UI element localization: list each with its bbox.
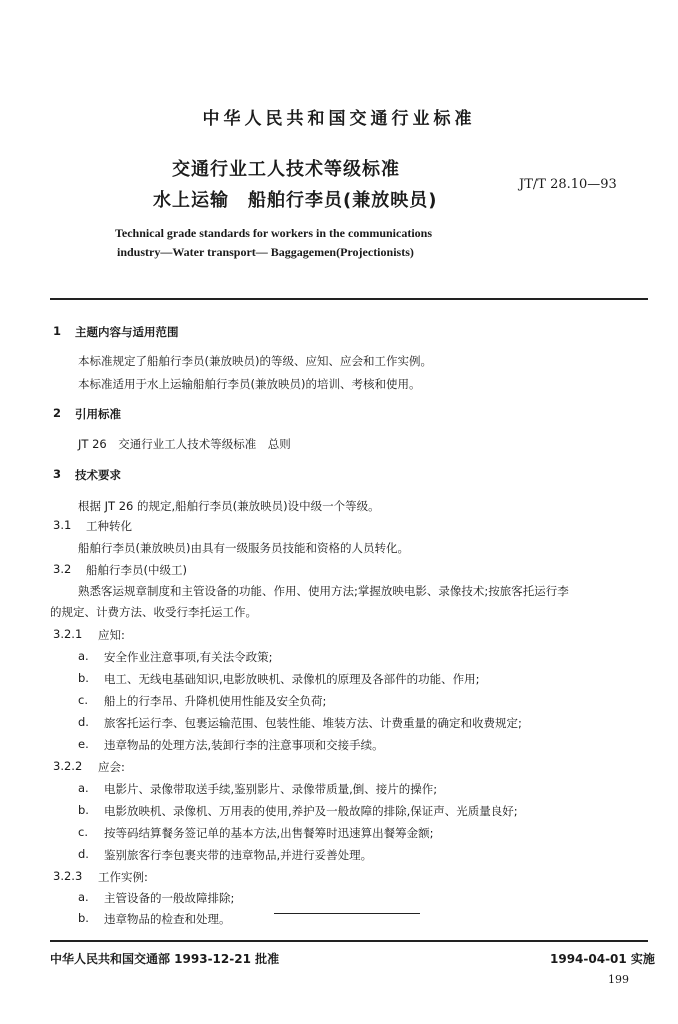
english-title-line2: industry—Water transport— Baggagemen(Projectionists) [117,245,414,259]
header-title: 中华人民共和国交通行业标准 [202,109,476,129]
section-3-1-number: 3.1 [53,518,72,532]
list-item-text: 电影片、录像带取送手续,鉴别影片、录像带质量,倒、接片的操作; [104,782,438,796]
section-3-2-2-number: 3.2.2 [53,759,83,773]
list-item-text: 电工、无线电基础知识,电影放映机、录像机的原理及各部件的功能、作用; [104,672,480,686]
standard-code: JT/T 28.10—93 [519,177,617,192]
list-item-label: a. [78,890,89,904]
section-3-2-1-title: 应知: [98,628,125,642]
section-3-2-2-title: 应会: [98,760,125,774]
list-item-text: 违章物品的处理方法,装卸行李的注意事项和交接手续。 [104,738,384,752]
list-item-label: d. [78,847,89,861]
list-item-text: 旅客托运行李、包裹运输范围、包装性能、堆装方法、计费重量的确定和收费规定; [104,716,522,730]
english-title-line1: Technical grade standards for workers in the communications [115,226,433,240]
list-item-label: c. [78,825,88,839]
list-item-label: c. [78,693,88,707]
section-3-1-paragraph: 船舶行李员(兼放映员)由具有一级服务员技能和资格的人员转化。 [78,541,409,555]
section-2-number: 2 [53,406,62,420]
list-item-label: b. [78,911,89,925]
section-3-2-paragraph-1: 熟悉客运规章制度和主管设备的功能、作用、使用方法;掌握放映电影、录像技术;按旅客托运行李 [78,584,569,598]
section-2-paragraph-1: JT 26 交通行业工人技术等级标准 总则 [78,437,291,451]
section-3-1-title: 工种转化 [86,519,132,533]
section-1-paragraph-1: 本标准规定了船舶行李员(兼放映员)的等级、应知、应会和工作实例。 [78,354,432,368]
section-3-2-1-number: 3.2.1 [53,627,83,641]
list-item-label: b. [78,671,89,685]
section-3-2-title: 船舶行李员(中级工) [86,563,187,577]
list-item-label: a. [78,781,89,795]
standard-title-line1: 交通行业工人技术等级标准 [172,159,400,180]
section-3-2-number: 3.2 [53,562,72,576]
bottom-divider [50,940,648,942]
list-item-text: 船上的行李吊、升降机使用性能及安全负荷; [104,694,327,708]
list-item-text: 按等码结算餐务签记单的基本方法,出售餐筹时迅速算出餐筹金额; [104,826,434,840]
list-item-text: 鉴别旅客行李包裹夹带的违章物品,并进行妥善处理。 [104,848,373,862]
approval-note: 中华人民共和国交通部 1993-12-21 批准 [50,952,280,966]
implementation-date: 1994-04-01 实施 [550,952,655,966]
list-item-label: b. [78,803,89,817]
end-of-text-rule [274,913,420,914]
section-1-paragraph-2: 本标准适用于水上运输船舶行李员(兼放映员)的培训、考核和使用。 [78,377,421,391]
list-item-label: a. [78,649,89,663]
section-3-2-3-title: 工作实例: [98,870,148,884]
section-3-title: 技术要求 [75,468,121,482]
section-1-title: 主题内容与适用范围 [75,325,179,339]
list-item-text: 违章物品的检查和处理。 [104,912,231,926]
standard-title-line2: 水上运输 船舶行李员(兼放映员) [153,190,438,211]
list-item-text: 安全作业注意事项,有关法令政策; [104,650,273,664]
list-item-text: 主管设备的一般故障排除; [104,891,235,905]
section-3-2-paragraph-2: 的规定、计费方法、收受行李托运工作。 [50,605,257,619]
top-divider [50,298,648,300]
list-item-label: e. [78,737,89,751]
page-number: 199 [608,973,629,986]
section-3-2-3-number: 3.2.3 [53,869,83,883]
list-item-label: d. [78,715,89,729]
section-3-number: 3 [53,467,62,481]
list-item-text: 电影放映机、录像机、万用表的使用,养护及一般故障的排除,保证声、光质量良好; [104,804,518,818]
section-3-paragraph-1: 根据 JT 26 的规定,船舶行李员(兼放映员)设中级一个等级。 [78,499,380,513]
section-2-title: 引用标准 [75,407,121,421]
section-1-number: 1 [53,324,62,338]
